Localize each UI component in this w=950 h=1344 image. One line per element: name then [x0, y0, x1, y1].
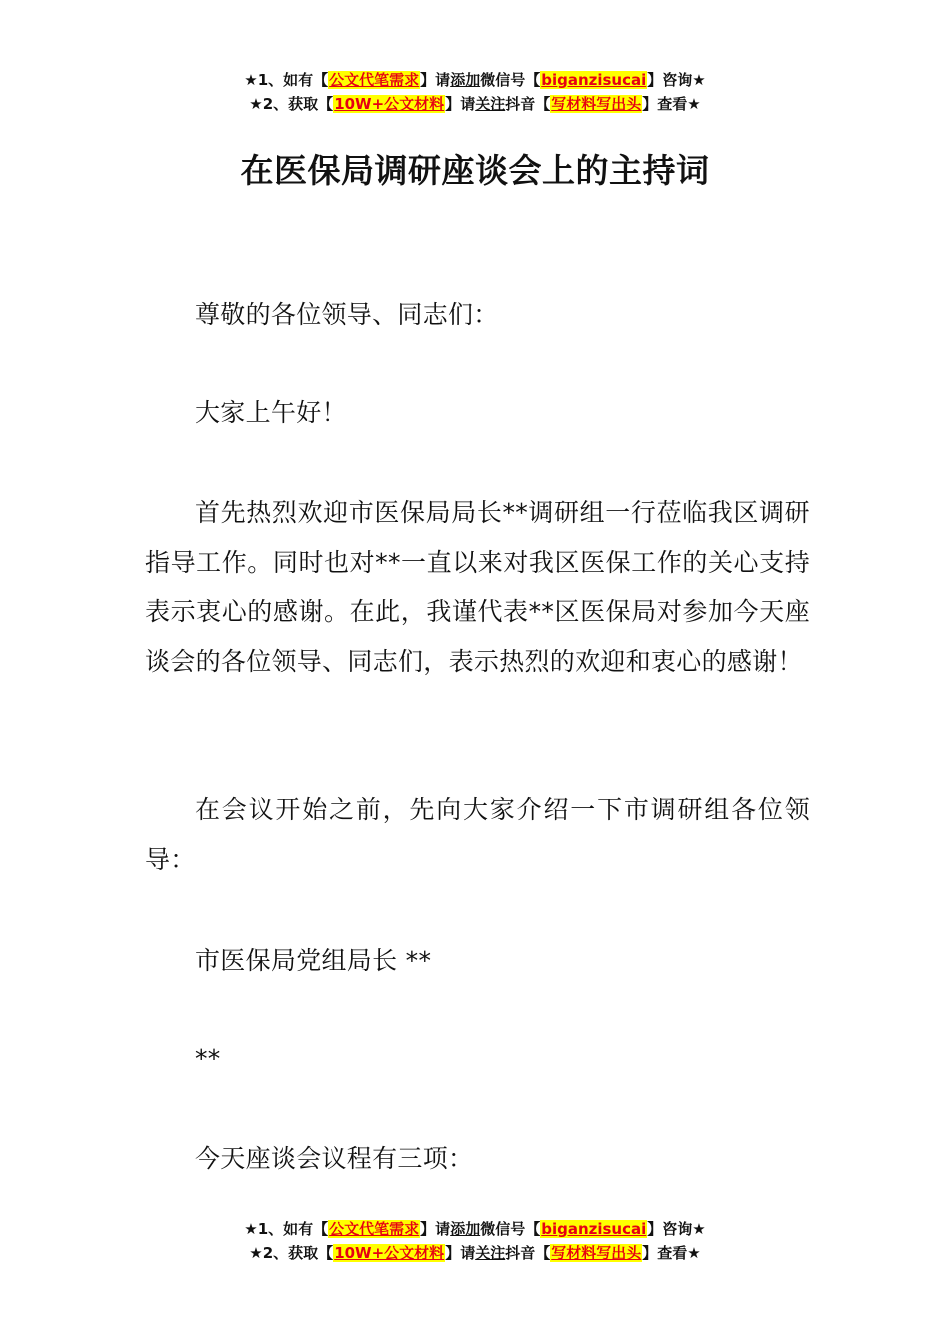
banner-wechat-id: biganzisucai: [541, 1220, 647, 1238]
footer-banner: [0, 1217, 950, 1265]
banner-highlight: 公文代笔需求: [329, 1220, 420, 1238]
paragraph-agenda: 今天座谈会议程有三项：: [195, 1144, 474, 1173]
document-title: 在医保局调研座谈会上的主持词: [240, 151, 710, 190]
banner-line-2: ★2、获取【10W+公文材料】请关注抖音【写材料写出头】查看★: [249, 95, 701, 113]
banner-line-1: ★1、如有【公文代笔需求】请添加微信号【biganzisucai】咨询★: [244, 1220, 706, 1238]
paragraph-greeting: 大家上午好！: [195, 398, 347, 427]
banner-line-1: ★1、如有【公文代笔需求】请添加微信号【biganzisucai】咨询★: [244, 71, 706, 89]
banner-highlight: 10W+公文材料: [334, 95, 445, 113]
banner-line-2: ★2、获取【10W+公文材料】请关注抖音【写材料写出头】查看★: [249, 1244, 701, 1262]
header-banner: [0, 68, 950, 116]
paragraph-introduction: 在会议开始之前，先向大家介绍一下市调研组各位领导：: [145, 795, 810, 874]
banner-highlight: 公文代笔需求: [329, 71, 420, 89]
paragraph-leader-1: 市医保局党组局长 **: [195, 946, 432, 975]
banner-highlight: 10W+公文材料: [334, 1244, 445, 1262]
banner-wechat-id: biganzisucai: [541, 71, 647, 89]
paragraph-leader-2: **: [195, 1044, 221, 1073]
banner-douyin-id: 写材料写出头: [551, 95, 642, 113]
banner-douyin-id: 写材料写出头: [551, 1244, 642, 1262]
paragraph-salutation: 尊敬的各位领导、同志们：: [195, 300, 499, 329]
paragraph-welcome: 首先热烈欢迎市医保局局长**调研组一行莅临我区调研指导工作。同时也对**一直以来对我区医保工作的关心支持表示衷心的感谢。在此，我谨代表**区医保局对参加今天座谈会的各位领导、同志们，表示热烈的欢迎和衷心的感谢！: [145, 498, 810, 676]
